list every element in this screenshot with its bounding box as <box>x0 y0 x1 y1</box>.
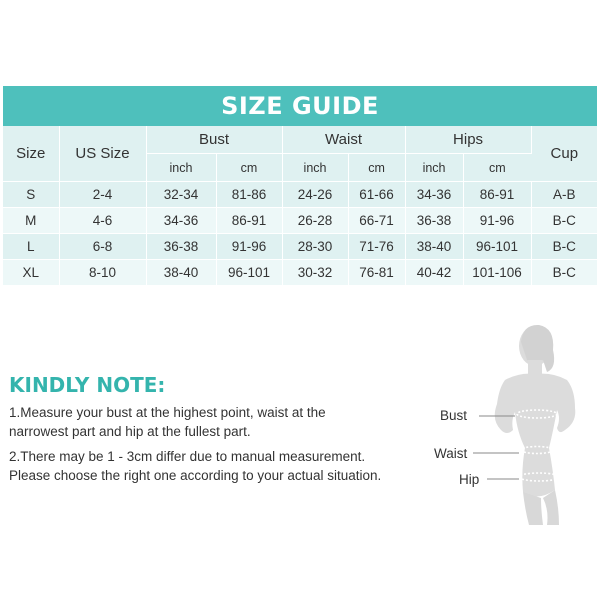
cell-hips-cm: 91-96 <box>463 208 531 234</box>
cell-cup: B-C <box>531 234 597 260</box>
size-guide <box>3 86 597 285</box>
cell-waist-inch: 24-26 <box>282 182 348 208</box>
note-line: 1.Measure your bust at the highest point, waist at the <box>9 405 326 420</box>
cell-cup: B-C <box>531 260 597 286</box>
subheader-hips-cm: cm <box>463 154 531 182</box>
waist-label: Waist <box>434 446 468 461</box>
cell-hips-inch: 36-38 <box>405 208 463 234</box>
cell-hips-cm: 101-106 <box>463 260 531 286</box>
header-waist: Waist <box>282 126 405 154</box>
subheader-bust-cm: cm <box>216 154 282 182</box>
subheader-waist-cm: cm <box>348 154 405 182</box>
cell-size: XL <box>3 260 59 286</box>
cell-size: L <box>3 234 59 260</box>
hip-label: Hip <box>459 472 480 487</box>
cell-hips-cm: 96-101 <box>463 234 531 260</box>
cell-bust-cm: 81-86 <box>216 182 282 208</box>
body-measurement-figure <box>425 320 595 525</box>
header-us-size: US Size <box>59 126 146 182</box>
cell-us-size: 6-8 <box>59 234 146 260</box>
cell-hips-inch: 34-36 <box>405 182 463 208</box>
table-row <box>3 182 597 208</box>
cell-cup: B-C <box>531 208 597 234</box>
note-line: 2.There may be 1 - 3cm differ due to manual measurement. <box>9 449 366 464</box>
cell-bust-inch: 34-36 <box>146 208 216 234</box>
cell-bust-inch: 38-40 <box>146 260 216 286</box>
size-guide-title: SIZE GUIDE <box>3 86 597 126</box>
cell-hips-inch: 40-42 <box>405 260 463 286</box>
note-line: narrowest part and hip at the fullest part. <box>9 424 251 439</box>
header-size: Size <box>3 126 59 182</box>
table-row <box>3 208 597 234</box>
table-row <box>3 260 597 286</box>
cell-waist-cm: 61-66 <box>348 182 405 208</box>
cell-bust-cm: 96-101 <box>216 260 282 286</box>
size-table <box>3 126 597 285</box>
cell-waist-cm: 66-71 <box>348 208 405 234</box>
cell-size: M <box>3 208 59 234</box>
header-hips: Hips <box>405 126 531 154</box>
cell-bust-cm: 91-96 <box>216 234 282 260</box>
subheader-bust-inch: inch <box>146 154 216 182</box>
table-row <box>3 234 597 260</box>
cell-bust-cm: 86-91 <box>216 208 282 234</box>
cell-waist-inch: 26-28 <box>282 208 348 234</box>
cell-hips-inch: 38-40 <box>405 234 463 260</box>
cell-hips-cm: 86-91 <box>463 182 531 208</box>
cell-waist-inch: 30-32 <box>282 260 348 286</box>
header-bust: Bust <box>146 126 282 154</box>
cell-waist-cm: 71-76 <box>348 234 405 260</box>
cell-waist-cm: 76-81 <box>348 260 405 286</box>
cell-size: S <box>3 182 59 208</box>
cell-us-size: 4-6 <box>59 208 146 234</box>
subheader-hips-inch: inch <box>405 154 463 182</box>
header-cup: Cup <box>531 126 597 182</box>
cell-us-size: 2-4 <box>59 182 146 208</box>
cell-us-size: 8-10 <box>59 260 146 286</box>
cell-bust-inch: 36-38 <box>146 234 216 260</box>
bust-label: Bust <box>440 408 468 423</box>
table-header-row <box>3 126 597 154</box>
cell-waist-inch: 28-30 <box>282 234 348 260</box>
note-line: Please choose the right one according to your actual situation. <box>9 468 382 483</box>
cell-cup: A-B <box>531 182 597 208</box>
cell-bust-inch: 32-34 <box>146 182 216 208</box>
subheader-waist-inch: inch <box>282 154 348 182</box>
note-title: KINDLY NOTE: <box>9 373 166 397</box>
